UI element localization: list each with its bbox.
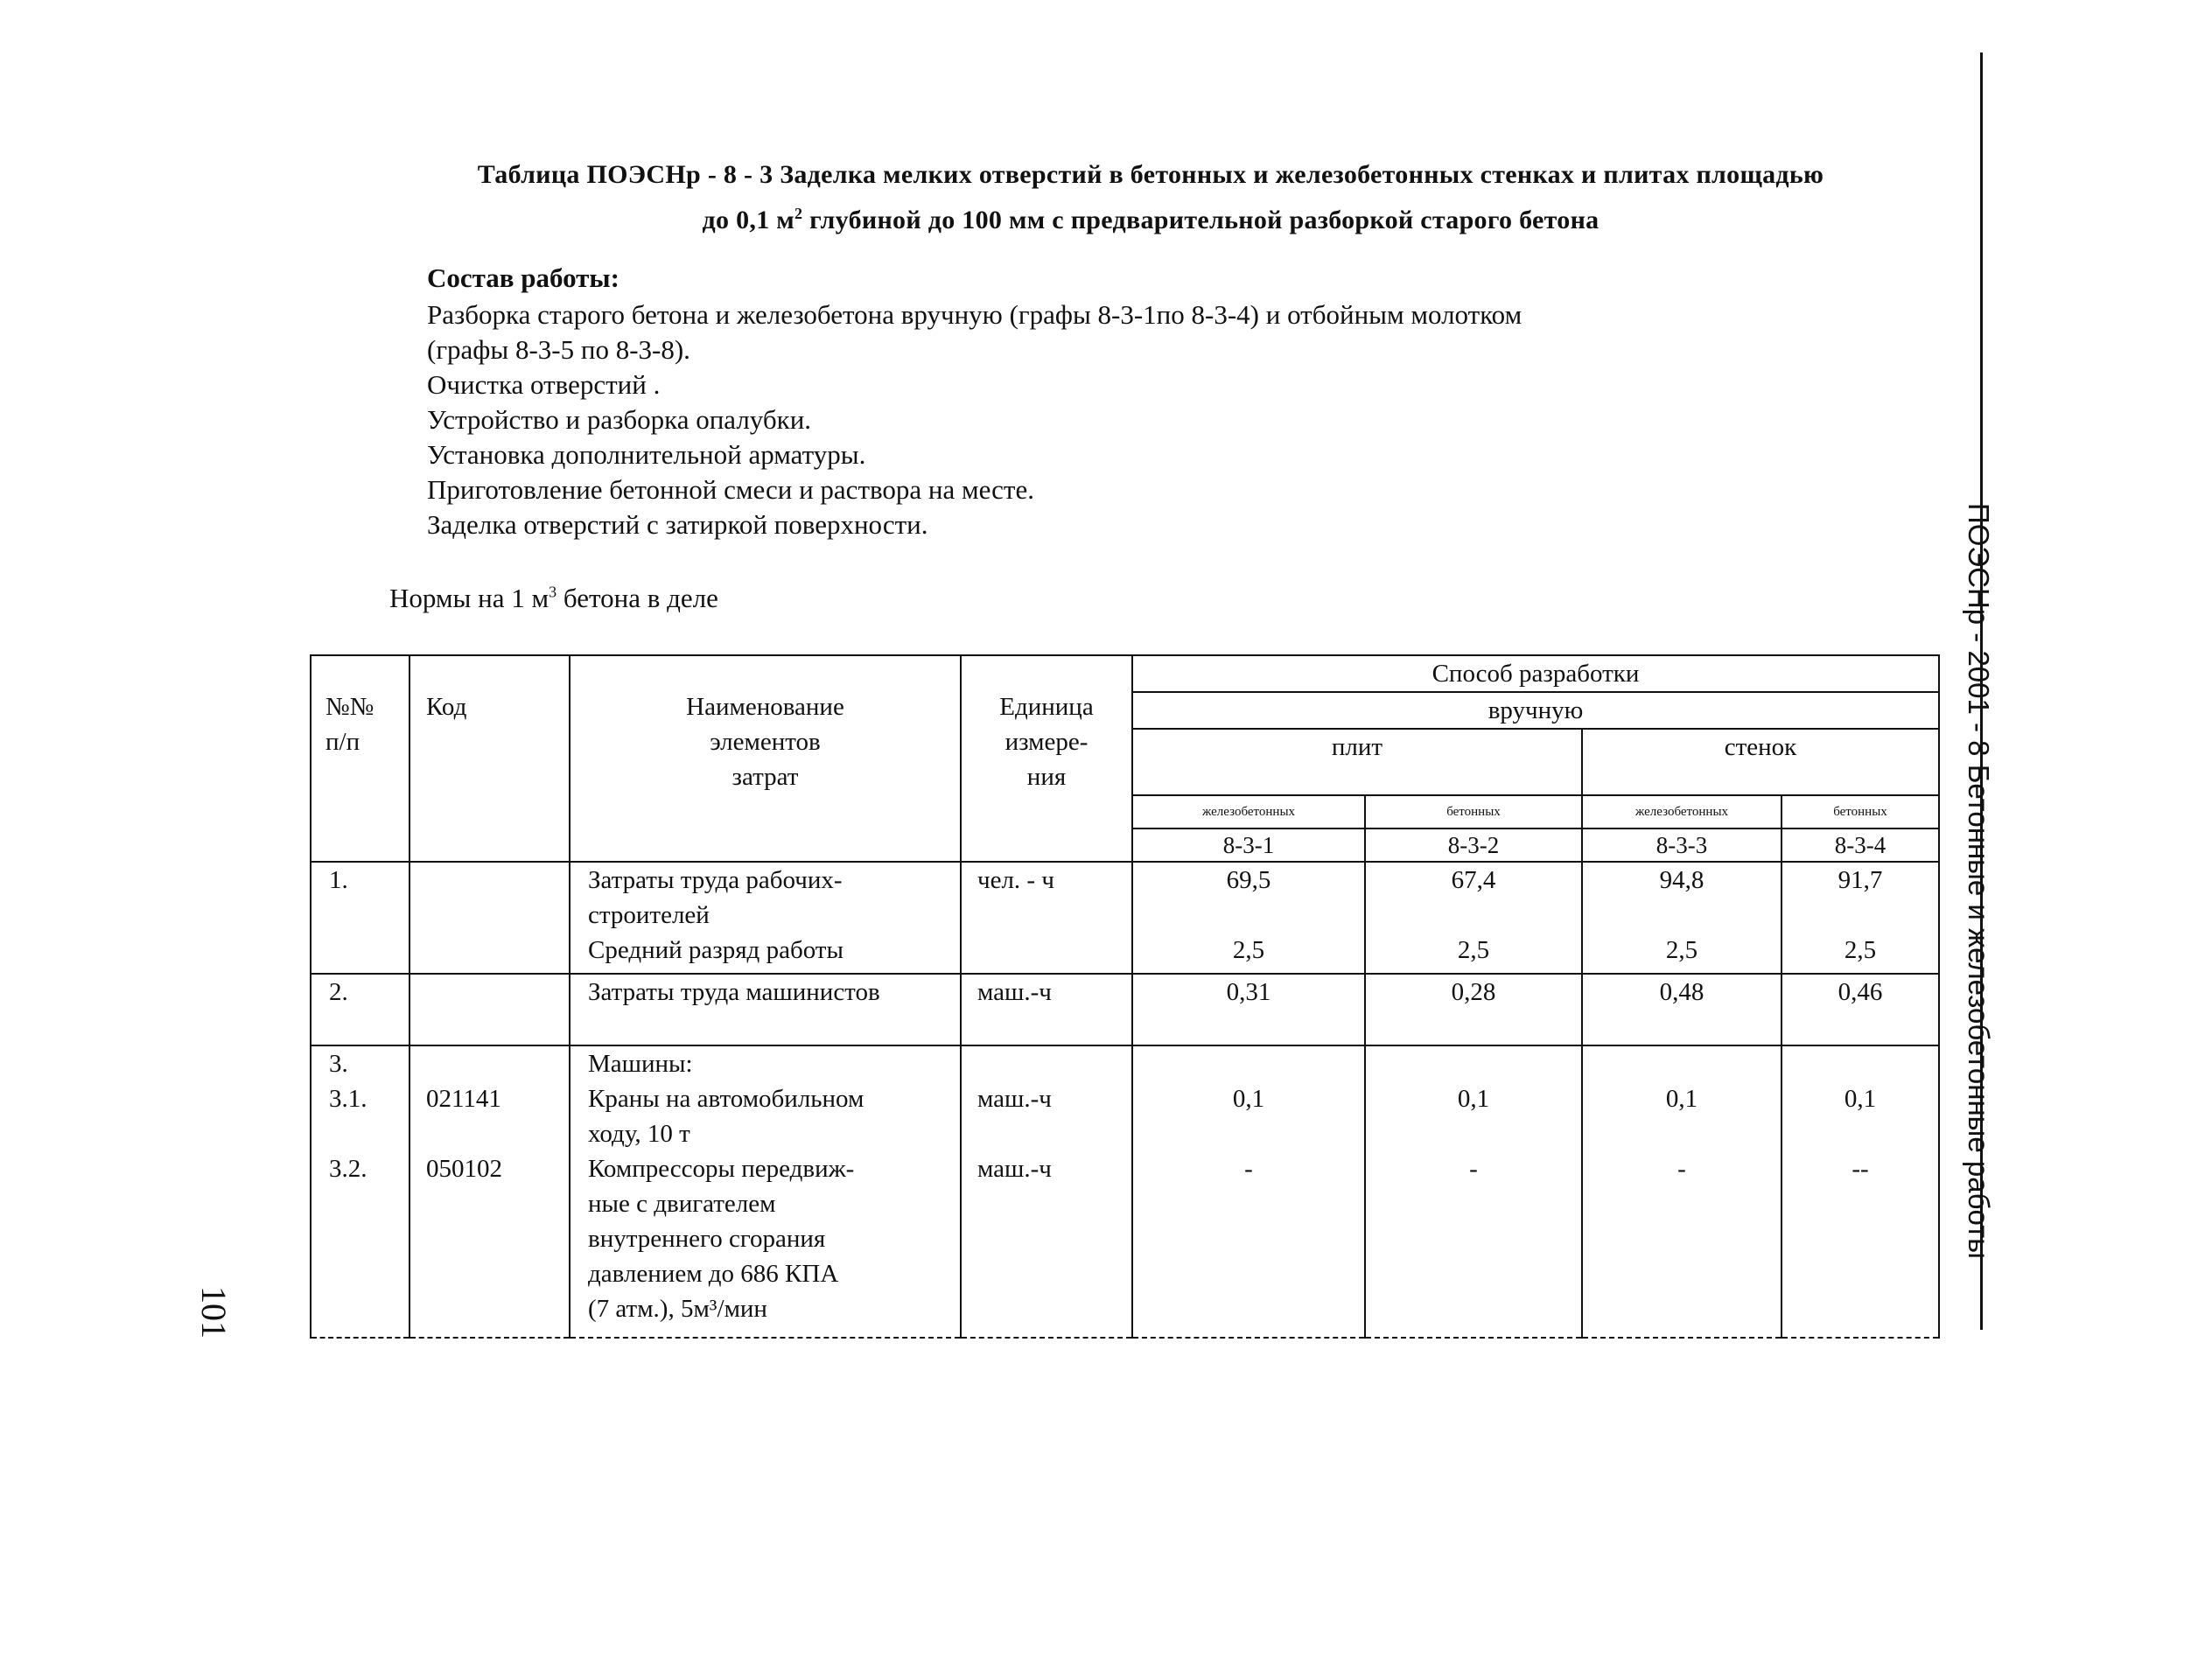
value: 0,1 bbox=[1665, 1085, 1698, 1113]
grade-value: 2,5 bbox=[1844, 936, 1877, 964]
item-num: 3.1. bbox=[329, 1085, 368, 1113]
value: - bbox=[1469, 1155, 1478, 1183]
table-row bbox=[311, 974, 1939, 1045]
row-code bbox=[410, 862, 570, 974]
value: 91,7 bbox=[1838, 866, 1883, 894]
title-line-2-post: глубиной до 100 мм с предварительной разборкой старого бетона bbox=[802, 206, 1600, 234]
header-code: Код bbox=[410, 655, 570, 862]
value: 0,1 bbox=[1232, 1085, 1265, 1113]
row-num bbox=[311, 1045, 410, 1338]
header-name-line: Наименование bbox=[686, 693, 844, 721]
row-value bbox=[1782, 1045, 1939, 1338]
header-num bbox=[311, 655, 410, 862]
item-code: 050102 bbox=[426, 1155, 502, 1183]
row-value bbox=[1582, 862, 1782, 974]
value: 94,8 bbox=[1659, 866, 1704, 894]
title-line-1: Таблица ПОЭСНр - 8 - 3 Заделка мелких отверстий в бетонных и железобетонных стенках и плитах площадью bbox=[477, 160, 1824, 189]
item-name-line: ные с двигателем bbox=[588, 1190, 776, 1218]
norms-table bbox=[310, 654, 1940, 1339]
item-name-line: внутреннего сгорания bbox=[588, 1225, 826, 1253]
grade-value: 2,5 bbox=[1232, 936, 1265, 964]
item-name-line: ходу, 10 т bbox=[588, 1120, 690, 1148]
row-value: 0,31 bbox=[1132, 974, 1365, 1045]
side-label bbox=[1953, 503, 1997, 1325]
item-unit: маш.-ч bbox=[977, 1155, 1052, 1183]
row-name-line: строителей bbox=[588, 901, 710, 929]
row-code bbox=[410, 1045, 570, 1338]
table-row bbox=[311, 862, 1939, 974]
composition-line: Заделка отверстий с затиркой поверхности. bbox=[427, 509, 928, 540]
item-num: 3.2. bbox=[329, 1155, 368, 1183]
row-num: 1. bbox=[311, 862, 410, 974]
row-name-line: Средний разряд работы bbox=[588, 936, 844, 964]
norms-caption bbox=[389, 583, 718, 614]
row-num: 2. bbox=[311, 974, 410, 1045]
item-name-line: Краны на автомобильном bbox=[588, 1085, 864, 1113]
norms-pre: Нормы на 1 м bbox=[389, 583, 550, 613]
composition-heading: Состав работы: bbox=[427, 262, 620, 293]
item-code: 021141 bbox=[426, 1085, 501, 1113]
norms-post: бетона в деле bbox=[556, 583, 718, 613]
title-sup: 2 bbox=[794, 205, 803, 222]
side-label-text: ПОЭСНр - 2001 - 8 Бетонные и железобетонные работы bbox=[1963, 503, 1995, 1259]
row-name bbox=[570, 862, 961, 974]
composition-line: Разборка старого бетона и железобетона вручную (графы 8-3-1по 8-3-4) и отбойным молотком bbox=[427, 299, 1522, 330]
column-code: 8-3-2 bbox=[1365, 829, 1582, 862]
value: 67,4 bbox=[1451, 866, 1496, 894]
machines-num: 3. bbox=[329, 1050, 348, 1078]
column-code: 8-3-1 bbox=[1132, 829, 1365, 862]
table-title bbox=[350, 156, 1951, 240]
row-unit bbox=[961, 1045, 1132, 1338]
item-unit: маш.-ч bbox=[977, 1085, 1052, 1113]
title-line-2-pre: до 0,1 м bbox=[702, 206, 795, 234]
header-unit-line: Единица bbox=[999, 693, 1094, 721]
machines-title: Машины: bbox=[588, 1050, 693, 1078]
row-code bbox=[410, 974, 570, 1045]
value: - bbox=[1244, 1155, 1253, 1183]
header-sub: бетонных bbox=[1782, 795, 1939, 829]
header-unit bbox=[961, 655, 1132, 862]
row-value: 0,28 bbox=[1365, 974, 1582, 1045]
composition-line: (графы 8-3-5 по 8-3-8). bbox=[427, 334, 690, 365]
row-value: 0,48 bbox=[1582, 974, 1782, 1045]
header-name-line: элементов bbox=[710, 728, 821, 756]
composition-line: Очистка отверстий . bbox=[427, 369, 661, 400]
row-value bbox=[1582, 1045, 1782, 1338]
value: 0,1 bbox=[1457, 1085, 1490, 1113]
item-name-line: давлением до 686 КПА bbox=[588, 1260, 839, 1288]
header-name bbox=[570, 655, 961, 862]
row-value bbox=[1782, 862, 1939, 974]
column-code: 8-3-4 bbox=[1782, 829, 1939, 862]
title-line-2 bbox=[350, 194, 1951, 240]
work-composition bbox=[427, 261, 1827, 542]
row-value: 0,46 bbox=[1782, 974, 1939, 1045]
row-unit: маш.-ч bbox=[961, 974, 1132, 1045]
value: -- bbox=[1852, 1155, 1869, 1183]
grade-value: 2,5 bbox=[1665, 936, 1698, 964]
grade-value: 2,5 bbox=[1457, 936, 1490, 964]
row-name bbox=[570, 1045, 961, 1338]
table-row-machines bbox=[311, 1045, 1939, 1338]
value: 69,5 bbox=[1226, 866, 1271, 894]
composition-line: Приготовление бетонной смеси и раствора на месте. bbox=[427, 474, 1034, 505]
row-unit: чел. - ч bbox=[961, 862, 1132, 974]
header-walls: стенок bbox=[1582, 729, 1939, 795]
item-name-line: (7 атм.), 5м³/мин bbox=[588, 1295, 767, 1323]
composition-line: Установка дополнительной арматуры. bbox=[427, 439, 866, 470]
header-sub: железобетонных bbox=[1132, 795, 1365, 829]
column-code: 8-3-3 bbox=[1582, 829, 1782, 862]
header-name-line: затрат bbox=[732, 763, 799, 791]
page-number: 101 bbox=[194, 1286, 234, 1339]
header-unit-line: ния bbox=[1026, 763, 1067, 791]
row-value bbox=[1132, 1045, 1365, 1338]
header-num-line: п/п bbox=[326, 728, 360, 756]
header-manual: вручную bbox=[1132, 692, 1939, 729]
row-value bbox=[1365, 862, 1582, 974]
row-name: Затраты труда машинистов bbox=[570, 974, 961, 1045]
row-value bbox=[1365, 1045, 1582, 1338]
value: - bbox=[1677, 1155, 1686, 1183]
header-sub: железобетонных bbox=[1582, 795, 1782, 829]
item-name-line: Компрессоры передвиж- bbox=[588, 1155, 855, 1183]
header-slabs: плит bbox=[1132, 729, 1582, 795]
header-unit-line: измере- bbox=[1004, 728, 1088, 756]
value: 0,1 bbox=[1844, 1085, 1877, 1113]
header-method: Способ разработки bbox=[1132, 655, 1939, 692]
header-sub: бетонных bbox=[1365, 795, 1582, 829]
header-num-line: №№ bbox=[326, 693, 374, 721]
row-value bbox=[1132, 862, 1365, 974]
row-name-line: Затраты труда рабочих- bbox=[588, 866, 843, 894]
norms-sup: 3 bbox=[549, 583, 557, 601]
composition-line: Устройство и разборка опалубки. bbox=[427, 404, 812, 435]
